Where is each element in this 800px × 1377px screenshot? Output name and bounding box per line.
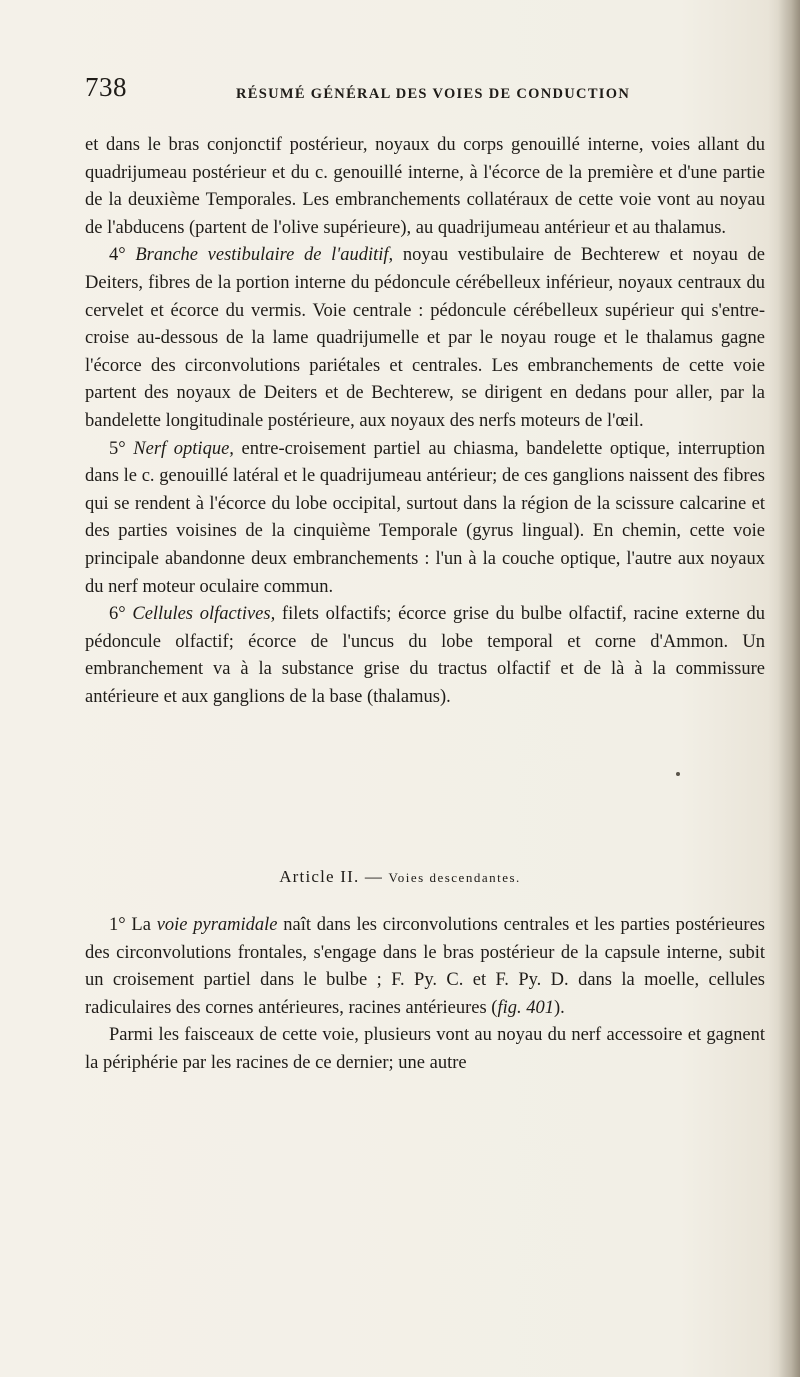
paragraph-title: voie pyramidale bbox=[156, 915, 278, 935]
paragraph-tail: ). bbox=[553, 997, 565, 1018]
paragraph-text: entre-croisement partiel au chiasma, bandelette optique, interruption dans le c. genouillé latéral et le quadrijumeau antérieur; de ces ganglions naissent des fibres qui se rendent à l'écorce du lobe occipital, surtout dans la région de la scissure calcarine et des parties voisines de la cinquième Temporale (gyrus lingual). En chemin, cette voie principale abandonne deux embranchements : l'un à la couche optique, l'autre aux noyaux du nerf moteur oculaire commun. bbox=[85, 438, 765, 597]
main-text-block bbox=[85, 132, 765, 711]
paragraph-title: Cellules olfactives, bbox=[132, 604, 276, 625]
paragraph-text: noyau vestibulaire de Bechterew et noyau de Deiters, fibres de la portion interne du pédoncule cérébelleux inférieur, noyaux centraux du cervelet et écorce du vermis. Voie centrale : pédoncule cérébelleux supérieur qui s'entre-croise au-dessous de la lame quadrijumelle et par le noyau rouge et le thalamus gagne l'écorce des circonvolutions pariétales et centrales. Les embranchements de cette voie partent des noyaux de Deiters et de Bechterew, se dirigent en dedans pour aller, par la bandelette longitudinale postérieure, aux noyaux des nerfs moteurs de l'œil. bbox=[85, 245, 766, 431]
paragraph-optic-nerve bbox=[85, 436, 765, 602]
paragraph-title: Branche vestibulaire de l'auditif, bbox=[135, 245, 394, 266]
page-number: 738 bbox=[85, 72, 127, 102]
page-edge-shadow bbox=[778, 0, 800, 1377]
paragraph-text: Parmi les faisceaux de cette voie, plusieurs vont au noyau du nerf accessoire et gagnent la périphérie par les racines de ce dernier; une autre bbox=[85, 1025, 765, 1073]
paragraph-number: 4° bbox=[109, 245, 136, 266]
paragraph-pyramidal-tract bbox=[85, 912, 765, 1022]
section-heading bbox=[0, 867, 800, 887]
paragraph-vestibular-branch bbox=[85, 242, 765, 435]
paragraph-number: 6° bbox=[109, 604, 133, 625]
paragraph-olfactory-cells bbox=[85, 601, 765, 711]
section-text-block bbox=[85, 912, 765, 1078]
running-head: RÉSUMÉ GÉNÉRAL DES VOIES DE CONDUCTION bbox=[236, 86, 631, 102]
ink-speck bbox=[676, 772, 680, 776]
paragraph-number: 1° La bbox=[109, 915, 157, 935]
paragraph-accessory-nerve bbox=[85, 1022, 765, 1077]
section-label: Article II. bbox=[279, 867, 360, 886]
paragraph-text: et dans le bras conjonctif postérieur, noyaux du corps genouillé interne, voies allant du quadrijumeau postérieur et du c. genouillé interne, à l'écorce de la première et d'une partie de la deuxième Temporales. Les embranchements collatéraux de cette voie vont au noyau de l'abducens (partent de l'olive supérieure), au quadrijumeau antérieur et au thalamus. bbox=[85, 135, 765, 238]
page-header bbox=[85, 72, 725, 112]
paragraph-number: 5° bbox=[109, 438, 134, 459]
section-dash: — bbox=[364, 867, 384, 886]
paragraph-title: Nerf optique, bbox=[133, 438, 234, 459]
paragraph-continuation bbox=[85, 132, 765, 242]
paragraph-text: filets olfactifs; écorce grise du bulbe olfactif, racine externe du pédoncule olfactif; écorce de l'uncus du lobe temporal et corne d'Ammon. Un embranchement va à la substance grise du tractus olfactif et de là à la commissure antérieure et aux ganglions de la base (thalamus). bbox=[85, 604, 765, 707]
paragraph-text: naît dans les circonvolutions centrales et les parties postérieures des circonvolutions frontales, s'engage dans le bras postérieur de la capsule interne, subit un croisement partiel dans le bulbe ; F. Py. C. et F. Py. D. dans la moelle, cellules radiculaires des cornes antérieures, racines antérieures ( bbox=[85, 915, 765, 1018]
figure-reference: fig. 401 bbox=[497, 997, 554, 1018]
section-title: Voies descendantes. bbox=[388, 870, 521, 885]
